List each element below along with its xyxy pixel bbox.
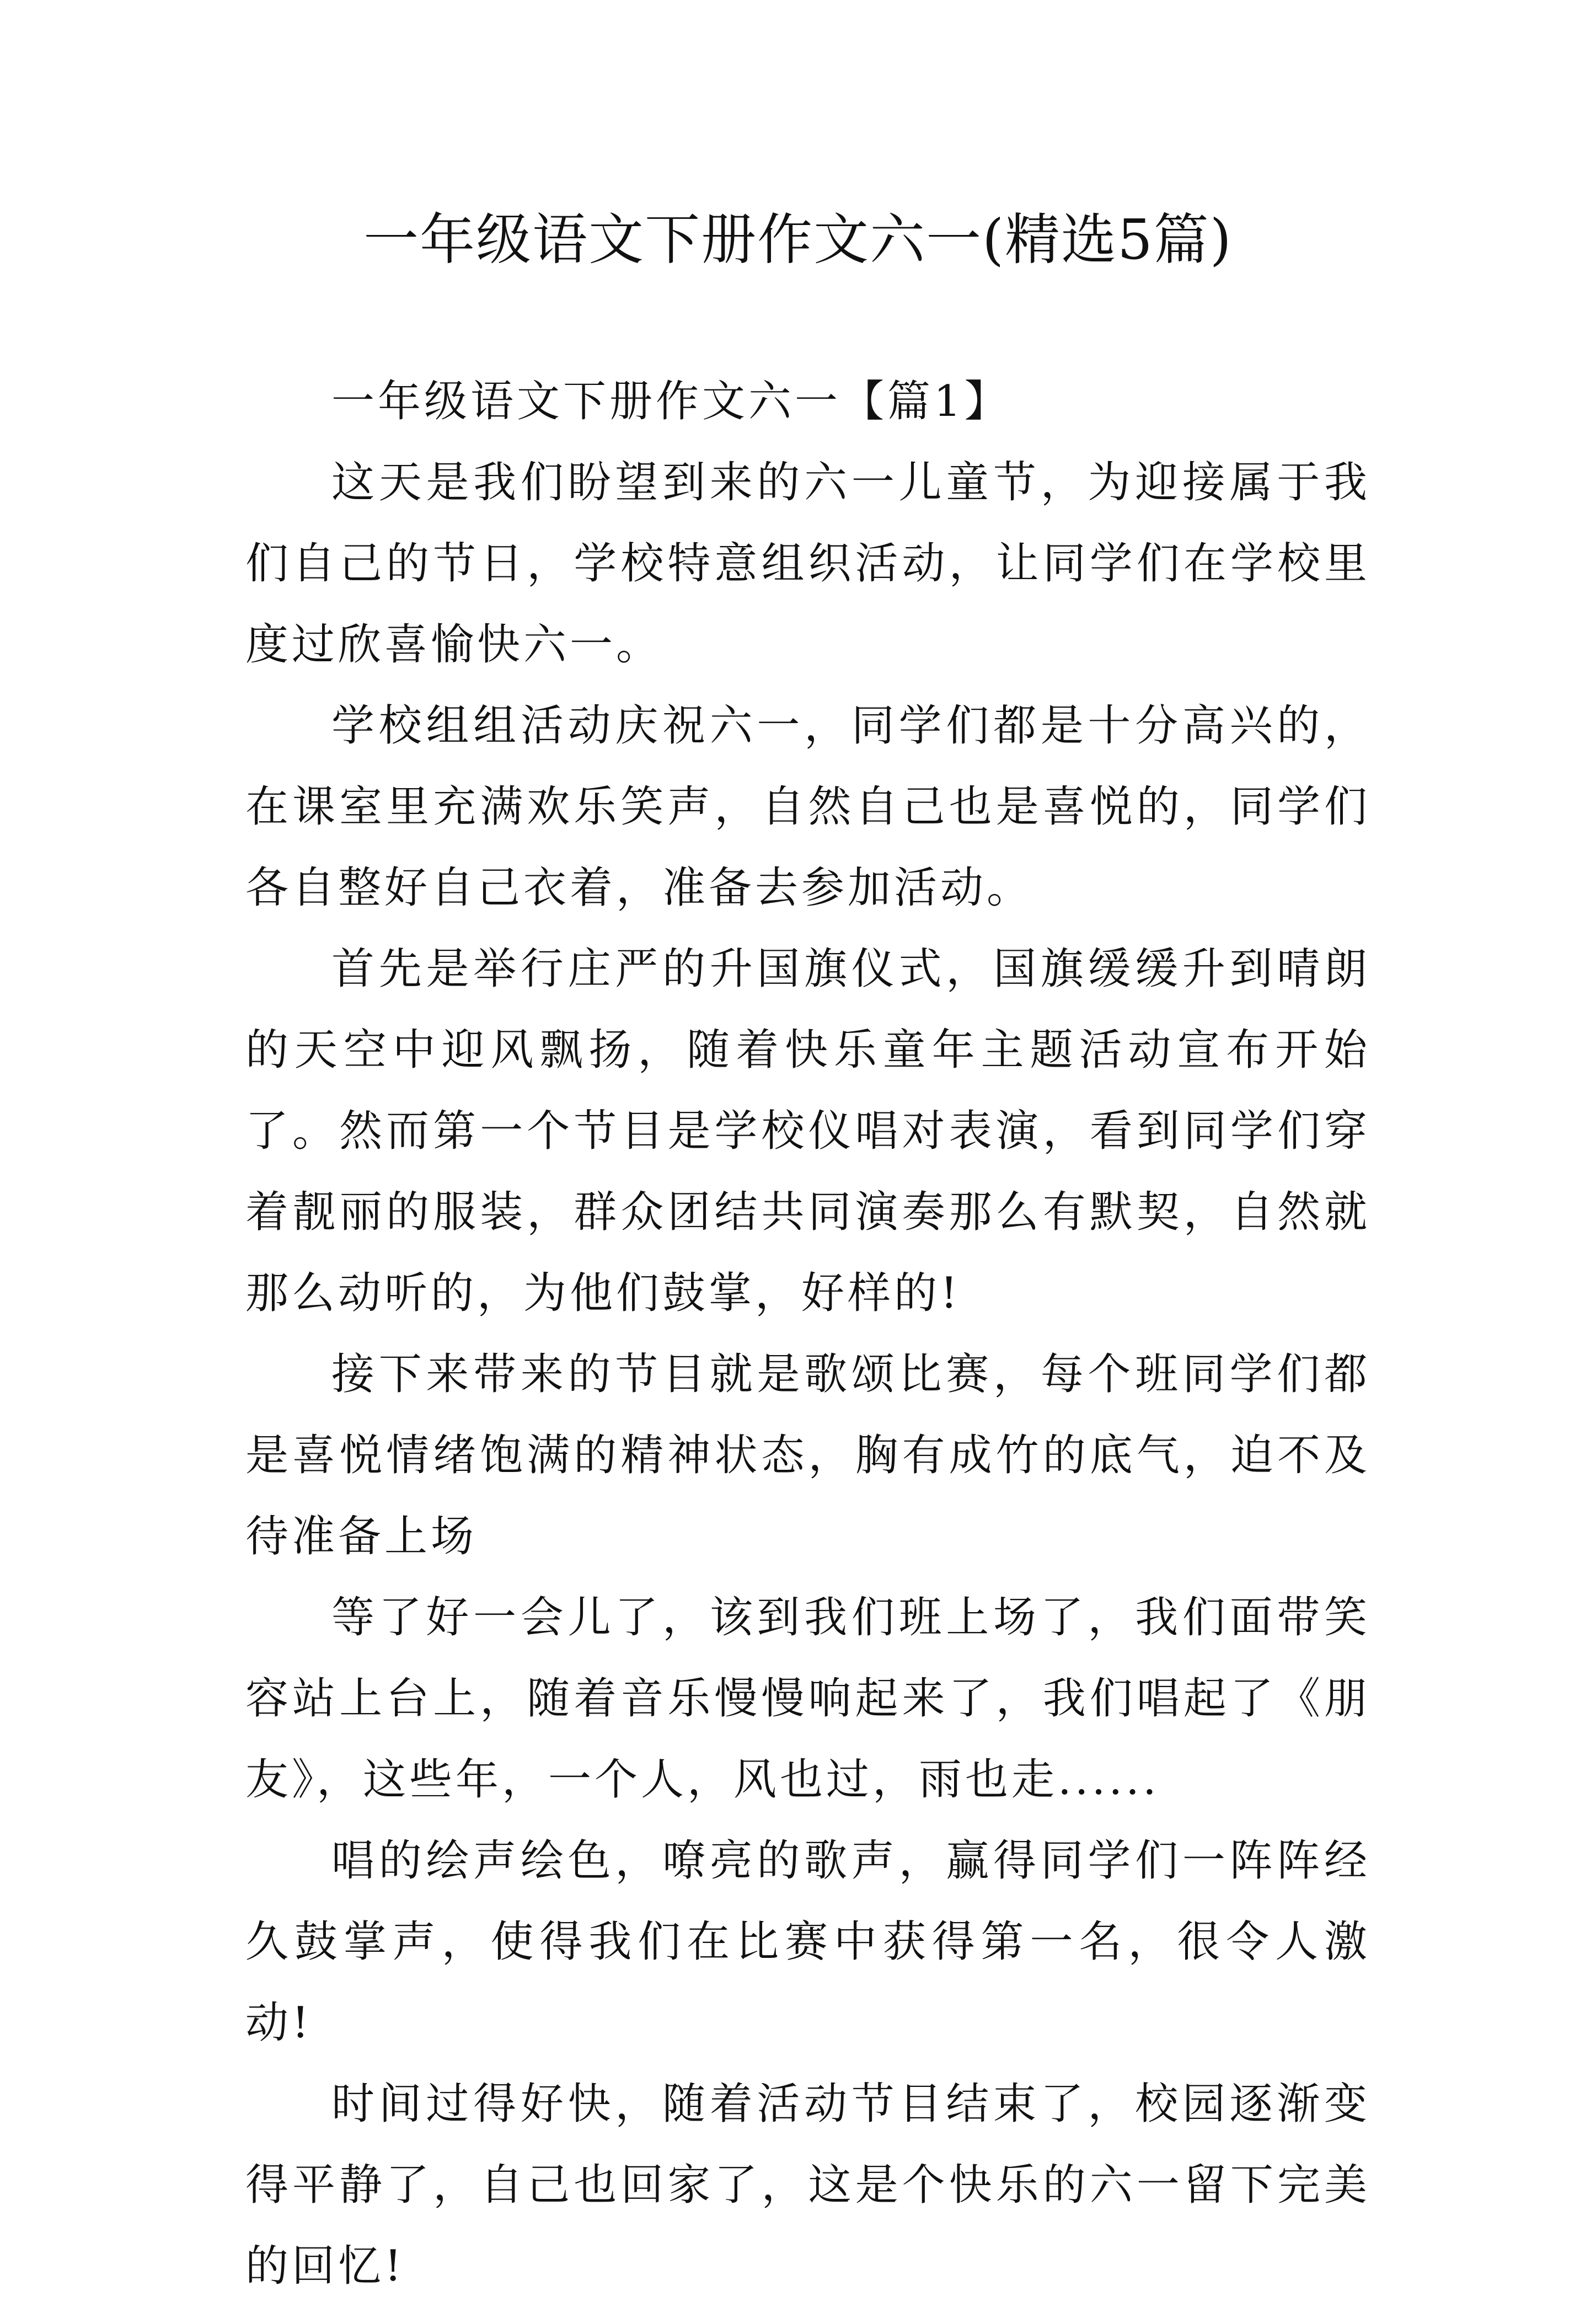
paragraph: 等了好一会儿了，该到我们班上场了，我们面带笑容站上台上，随着音乐慢慢响起来了，我们唱起了《朋友》，这些年，一个人，风也过，雨也走...... (245, 1593, 1370, 1805)
paragraph: 唱的绘声绘色，嘹亮的歌声，赢得同学们一阵阵经久鼓掌声，使得我们在比赛中获得第一名，很令人激动! (245, 1836, 1370, 2048)
paragraph: 首先是举行庄严的升国旗仪式，国旗缓缓升到晴朗的天空中迎风飘扬，随着快乐童年主题活动宣布开始了。然而第一个节目是学校仪唱对表演，看到同学们穿着靓丽的服装，群众团结共同演奏那么有默契，自然就那么动听的，为他们鼓掌，好样的! (245, 944, 1370, 1318)
paragraph: 学校组组活动庆祝六一，同学们都是十分高兴的，在课室里充满欢乐笑声，自然自己也是喜悦的，同学们各自整好自己衣着，准备去参加活动。 (245, 701, 1370, 913)
paragraph: 时间过得好快，随着活动节目结束了，校园逐渐变得平静了，自己也回家了，这是个快乐的六一留下完美的回忆! (245, 2079, 1370, 2291)
section-heading: 一年级语文下册作文六一【篇1】 (331, 377, 1011, 426)
document-body (245, 361, 1370, 2307)
paragraph: 这天是我们盼望到来的六一儿童节，为迎接属于我们自己的节日，学校特意组织活动，让同学们在学校里度过欣喜愉快六一。 (245, 458, 1370, 670)
paragraph: 接下来带来的节目就是歌颂比赛，每个班同学们都是喜悦情绪饱满的精神状态，胸有成竹的底气，迫不及待准备上场 (245, 1350, 1370, 1561)
document-title: 一年级语文下册作文六一(精选5篇) (363, 207, 1233, 272)
